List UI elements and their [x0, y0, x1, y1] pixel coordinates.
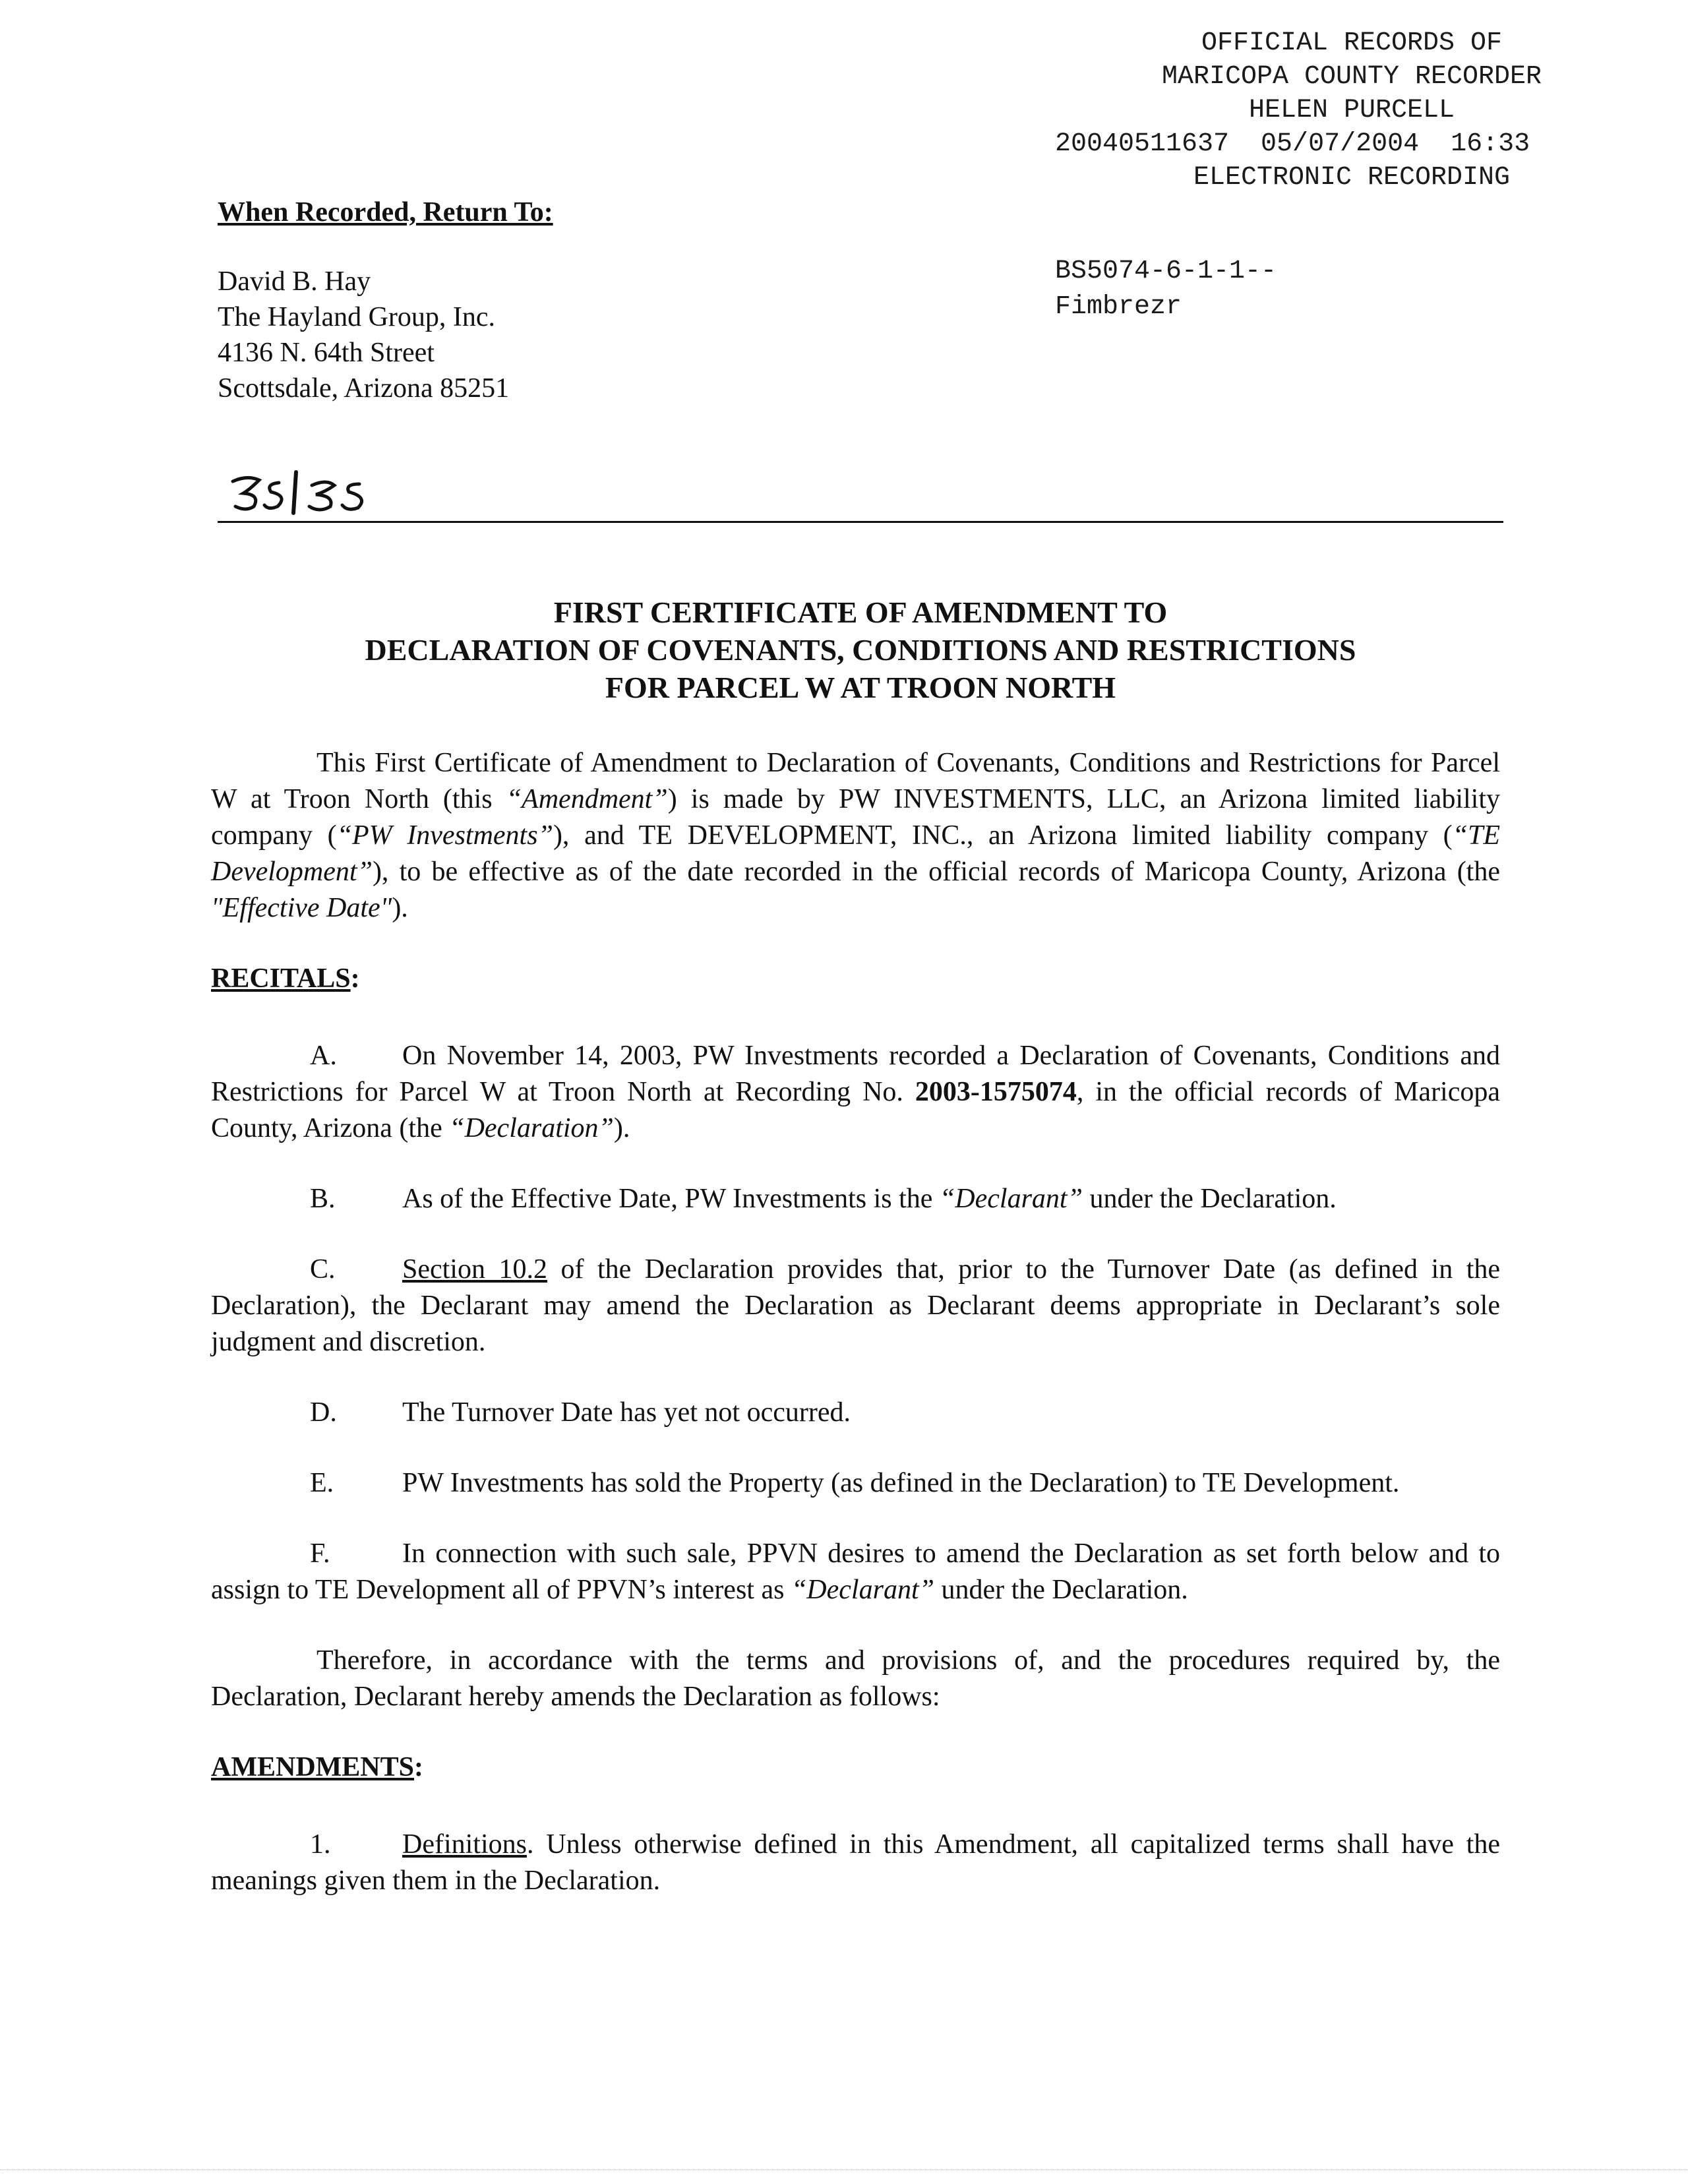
recorder-stamp	[1042, 26, 1662, 195]
defined-term: “Declarant”	[939, 1184, 1083, 1214]
stamp-code	[1055, 254, 1277, 325]
recording-number: 2003-1575074	[915, 1077, 1077, 1107]
return-to-heading: When Recorded, Return To:	[218, 197, 553, 228]
recital-label: C.	[310, 1254, 336, 1285]
recital-a	[211, 1038, 1500, 1147]
defined-term: "Effective Date"	[211, 893, 392, 923]
return-street: 4136 N. 64th Street	[218, 338, 435, 368]
defined-term: “Amendment”	[506, 784, 668, 814]
amendments-heading	[211, 1749, 1500, 1786]
recorder-stamp-line: OFFICIAL RECORDS OF	[1201, 28, 1503, 58]
recorder-stamp-line: MARICOPA COUNTY RECORDER	[1161, 62, 1542, 92]
stamp-code-line: BS5074-6-1-1--	[1055, 257, 1277, 286]
return-name: David B. Hay	[218, 266, 371, 297]
recorder-stamp-line: HELEN PURCELL	[1248, 96, 1455, 125]
defined-term: “Declarant”	[791, 1575, 934, 1605]
recital-label: A.	[310, 1041, 337, 1071]
amendments-heading-text: AMENDMENTS	[211, 1752, 415, 1782]
therefore-paragraph: Therefore, in accordance with the terms and provisions of, and the procedures required by, the Declaration, Declarant hereby amends the Declaration as follows:	[211, 1645, 1500, 1712]
defined-term: “TE Development”	[211, 820, 1500, 887]
recital-text: under the Declaration.	[934, 1575, 1188, 1605]
recital-text: of the Declaration provides that, prior to the Turnover Date (as defined in the Declaration), the Declarant may amend the Declaration as Declarant deems appropriate in Declarant’s sole judgment and discretion.	[211, 1254, 1501, 1357]
recital-e	[211, 1465, 1500, 1502]
recital-d	[211, 1395, 1500, 1431]
recording-number-date: 20040511637 05/07/2004 16:33	[1055, 129, 1530, 159]
amendment-title: Definitions	[402, 1829, 527, 1860]
amendment-item-1	[211, 1827, 1500, 1899]
recital-text: In connection with such sale, PPVN desires to amend the Declaration as set forth below and to assign to TE Development all of PPVN’s interest as	[211, 1538, 1500, 1605]
intro-text: ) is made by PW INVESTMENTS, LLC, an Arizona limited liability company (	[211, 784, 1500, 851]
recital-c	[211, 1252, 1500, 1360]
defined-term: “Declaration”	[449, 1113, 614, 1143]
intro-paragraph	[211, 745, 1500, 926]
recital-text: PW Investments has sold the Property (as defined in the Declaration) to TE Development.	[402, 1468, 1400, 1498]
page-bottom-edge	[0, 2169, 1688, 2170]
amendment-text: . Unless otherwise defined in this Amendment, all capitalized terms shall have the meanings given them in the Declaration.	[211, 1829, 1500, 1896]
return-address	[218, 264, 509, 406]
recital-label: B.	[310, 1184, 336, 1214]
amendments-heading-colon: :	[414, 1752, 424, 1782]
title-line: FOR PARCEL W AT TROON NORTH	[605, 671, 1116, 704]
return-company: The Hayland Group, Inc.	[218, 302, 496, 332]
recitals-heading-text: RECITALS	[211, 963, 351, 994]
intro-text: ), to be effective as of the date recorded in the official records of Maricopa County, Arizona (the	[372, 857, 1500, 887]
recital-b	[211, 1181, 1500, 1217]
recitals-heading-colon: :	[350, 963, 360, 994]
section-reference: Section 10.2	[402, 1254, 547, 1285]
return-city: Scottsdale, Arizona 85251	[218, 373, 510, 404]
recital-text: ).	[613, 1113, 630, 1143]
recital-text: As of the Effective Date, PW Investments is the	[402, 1184, 940, 1214]
recital-text: under the Declaration.	[1082, 1184, 1337, 1214]
handwritten-initials	[227, 470, 379, 516]
recital-text: On November 14, 2003, PW Investments recorded a Declaration of Covenants, Conditions and Restrictions for Parcel W at Troon North at Recording No.	[211, 1041, 1500, 1107]
title-line: DECLARATION OF COVENANTS, CONDITIONS AND RESTRICTIONS	[365, 633, 1356, 667]
stamp-code-line: Fimbrezr	[1055, 292, 1182, 322]
recital-label: D.	[310, 1397, 337, 1428]
recorder-stamp-line: ELECTRONIC RECORDING	[1193, 163, 1511, 193]
title-line: FIRST CERTIFICATE OF AMENDMENT TO	[553, 595, 1168, 629]
recital-f	[211, 1536, 1500, 1608]
defined-term: “PW Investments”	[336, 820, 553, 851]
recital-label: E.	[310, 1468, 334, 1498]
horizontal-rule	[218, 521, 1503, 523]
document-title	[185, 593, 1536, 706]
amendment-label: 1.	[310, 1829, 331, 1860]
recitals-heading	[211, 961, 1500, 997]
document-body	[211, 745, 1500, 1933]
intro-text: ).	[392, 893, 408, 923]
intro-text: This First Certificate of Amendment to Declaration of Covenants, Conditions and Restrictions for Parcel W at Troon North (this	[211, 748, 1500, 814]
recital-text: The Turnover Date has yet not occurred.	[402, 1397, 851, 1428]
recital-text: , in the official records of Maricopa County, Arizona (the	[211, 1077, 1501, 1143]
recital-label: F.	[310, 1538, 330, 1569]
intro-text: ), and TE DEVELOPMENT, INC., an Arizona limited liability company (	[553, 820, 1453, 851]
